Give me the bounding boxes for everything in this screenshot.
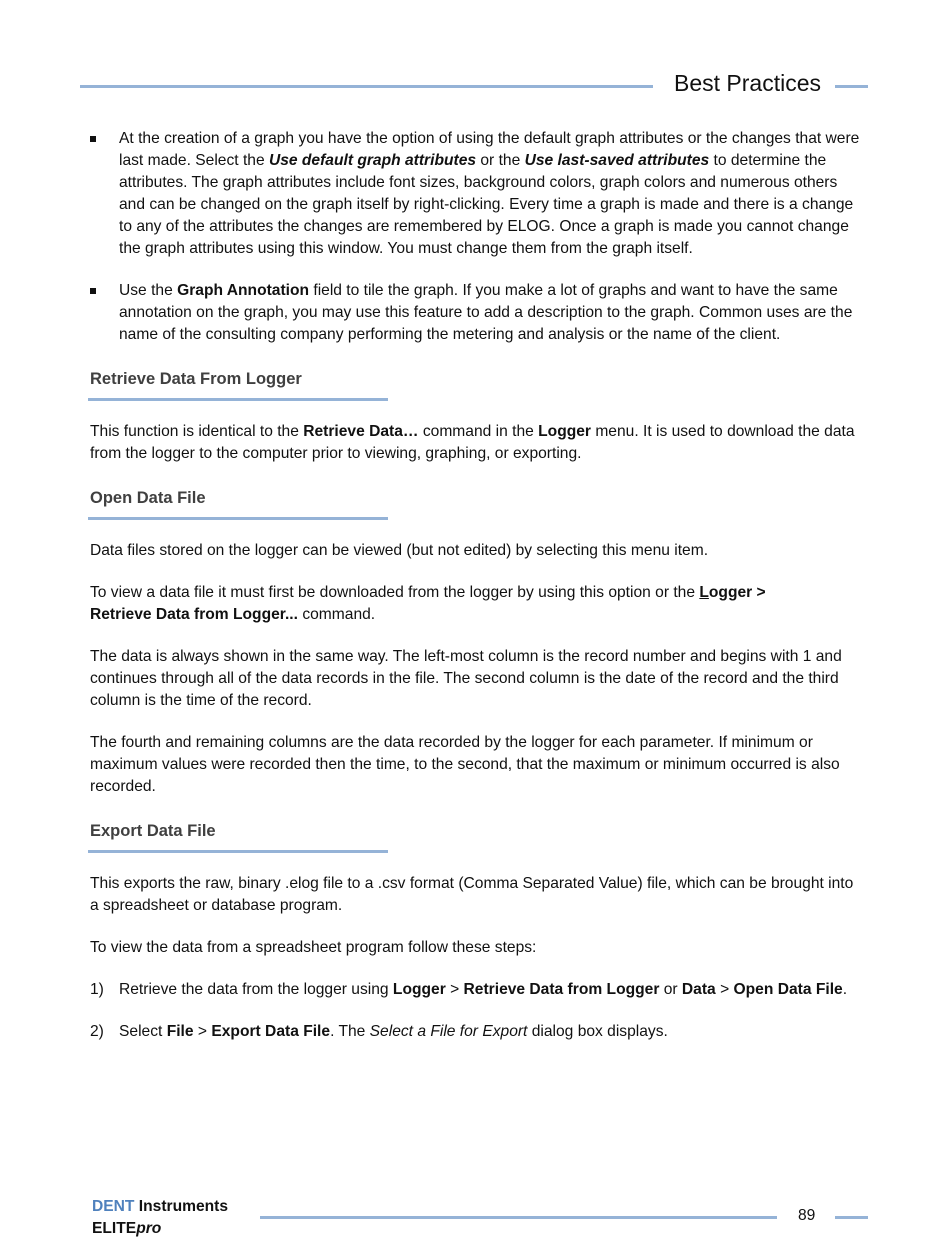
numbered-step: 2) Select File > Export Data File. The Select a File for Export dialog box displays. [90, 1023, 668, 1040]
section-rule [88, 398, 388, 401]
square-bullet-icon [90, 288, 96, 294]
section-heading-retrieve: Retrieve Data From Logger [90, 370, 302, 388]
section-heading-open: Open Data File [90, 489, 206, 507]
section-rule [88, 850, 388, 853]
paragraph: The data is always shown in the same way. The left-most column is the record number and begins with 1 and continues through all of the data records in the file. The second column is the date of the record and the third column is the time of the record. [90, 648, 842, 709]
header-title: Best Practices [674, 70, 821, 96]
footer-rule-left [260, 1216, 777, 1219]
section-heading-export: Export Data File [90, 822, 216, 840]
header-rule-right [835, 85, 868, 88]
paragraph: To view a data file it must first be downloaded from the logger by using this option or the Logger > Retrieve Data from Logger... command. [90, 584, 766, 623]
bullet-graph-attributes: At the creation of a graph you have the option of using the default graph attributes or the changes that were last made. Select the Use default graph attributes or the Use last-saved attributes to determine the attributes. The graph attributes include font sizes, background colors, graph colors and numerous others and can be changed on the graph itself by right-clicking. Every time a graph is made and there is a change to any of the attributes the changes are remembered by ELOG. Once a graph is made you cannot change the graph attributes using this window. You must change them from the graph itself. [90, 128, 860, 260]
page-number: 89 [798, 1207, 816, 1224]
paragraph: Data files stored on the logger can be viewed (but not edited) by selecting this menu item. [90, 542, 709, 559]
page-content [90, 128, 860, 1043]
numbered-step: 1) Retrieve the data from the logger using Logger > Retrieve Data from Logger or Data > Open Data File. [90, 981, 848, 998]
footer-brand: DENT Instruments ELITEpro [92, 1198, 229, 1237]
paragraph: To view the data from a spreadsheet program follow these steps: [90, 939, 537, 956]
header-rule-left [80, 85, 653, 88]
bullet-graph-annotation: Use the Graph Annotation field to tile the graph. If you make a lot of graphs and want to have the same annotation on the graph, you may use this feature to add a description to the graph. Common uses are the name of the consulting company performing the metering and analysis or the name of the client. [90, 280, 860, 346]
square-bullet-icon [90, 136, 96, 142]
footer-rule-right [835, 1216, 868, 1219]
paragraph: This exports the raw, binary .elog file to a .csv format (Comma Separated Value) file, which can be brought into a spreadsheet or database program. [90, 875, 854, 914]
section-rule [88, 517, 388, 520]
paragraph: The fourth and remaining columns are the data recorded by the logger for each parameter. If minimum or maximum values were recorded then the time, to the second, that the maximum or minimum occurred is also recorded. [90, 734, 840, 795]
paragraph: This function is identical to the Retrieve Data… command in the Logger menu. It is used to download the data from the logger to the computer prior to viewing, graphing, or exporting. [90, 423, 855, 462]
